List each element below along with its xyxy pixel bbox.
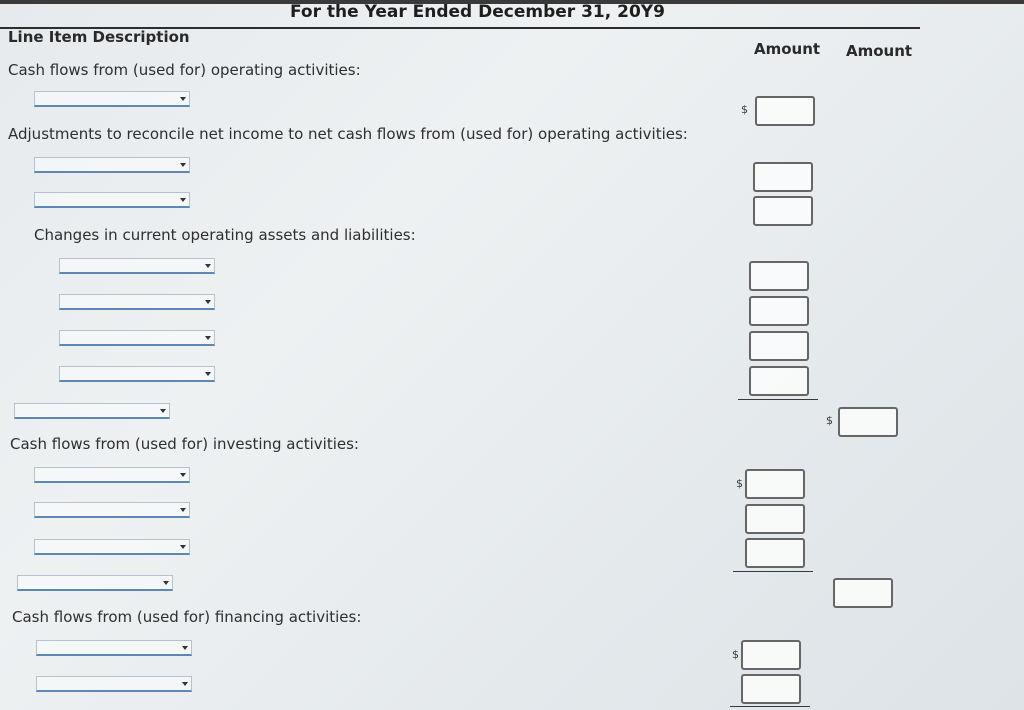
amount-column-1-heading: Amount [754,40,821,58]
financing-amount-input-1[interactable] [741,640,801,670]
financing-section-label: Cash flows from (used for) financing activities: [12,608,362,626]
chevron-down-icon [180,473,186,477]
change-amount-input-2[interactable] [749,296,809,326]
operating-line-dropdown[interactable] [34,91,190,107]
investing-dropdown-1[interactable] [34,467,190,483]
investing-total-dropdown[interactable] [17,575,173,591]
adjustment-dropdown-1[interactable] [34,157,190,173]
chevron-down-icon [180,545,186,549]
investing-dropdown-3[interactable] [34,539,190,555]
chevron-down-icon [180,163,186,167]
investing-dropdown-2[interactable] [34,502,190,518]
amount-column-2-heading: Amount [846,42,913,60]
changes-section-label: Changes in current operating assets and liabilities: [34,226,416,244]
chevron-down-icon [160,409,166,413]
financing-dropdown-2[interactable] [36,676,192,692]
chevron-down-icon [180,97,186,101]
operating-section-label: Cash flows from (used for) operating activities: [8,61,361,79]
adjustment-dropdown-2[interactable] [34,192,190,208]
change-dropdown-1[interactable] [59,258,215,274]
net-investing-cash-input[interactable] [833,578,893,608]
statement-period-title: For the Year Ended December 31, 20Y9 [290,2,665,22]
adjustment-amount-input-1[interactable] [753,162,813,192]
chevron-down-icon [163,581,169,585]
chevron-down-icon [180,508,186,512]
change-dropdown-3[interactable] [59,330,215,346]
subtotal-rule [733,571,813,572]
investing-amount-input-3[interactable] [745,538,805,568]
subtotal-rule [738,399,818,400]
change-amount-input-3[interactable] [749,331,809,361]
financing-amount-input-2[interactable] [741,674,801,704]
investing-amount-input-2[interactable] [745,504,805,534]
change-dropdown-4[interactable] [59,366,215,382]
currency-sign: $ [732,648,739,661]
currency-sign: $ [736,477,743,490]
change-amount-input-4[interactable] [749,366,809,396]
net-income-amount-input[interactable] [755,96,815,126]
chevron-down-icon [205,264,211,268]
line-item-heading: Line Item Description [8,28,190,46]
chevron-down-icon [205,336,211,340]
investing-amount-input-1[interactable] [745,469,805,499]
chevron-down-icon [205,372,211,376]
chevron-down-icon [180,198,186,202]
chevron-down-icon [205,300,211,304]
investing-section-label: Cash flows from (used for) investing activities: [10,435,359,453]
operating-total-dropdown[interactable] [14,403,170,419]
change-amount-input-1[interactable] [749,261,809,291]
chevron-down-icon [182,646,188,650]
currency-sign: $ [741,103,748,116]
chevron-down-icon [182,682,188,686]
net-operating-cash-input[interactable] [838,407,898,437]
currency-sign: $ [826,414,833,427]
financing-dropdown-1[interactable] [36,640,192,656]
subtotal-rule [730,706,810,707]
adjustments-section-label: Adjustments to reconcile net income to net cash flows from (used for) operating activities: [8,125,688,143]
change-dropdown-2[interactable] [59,294,215,310]
adjustment-amount-input-2[interactable] [753,196,813,226]
